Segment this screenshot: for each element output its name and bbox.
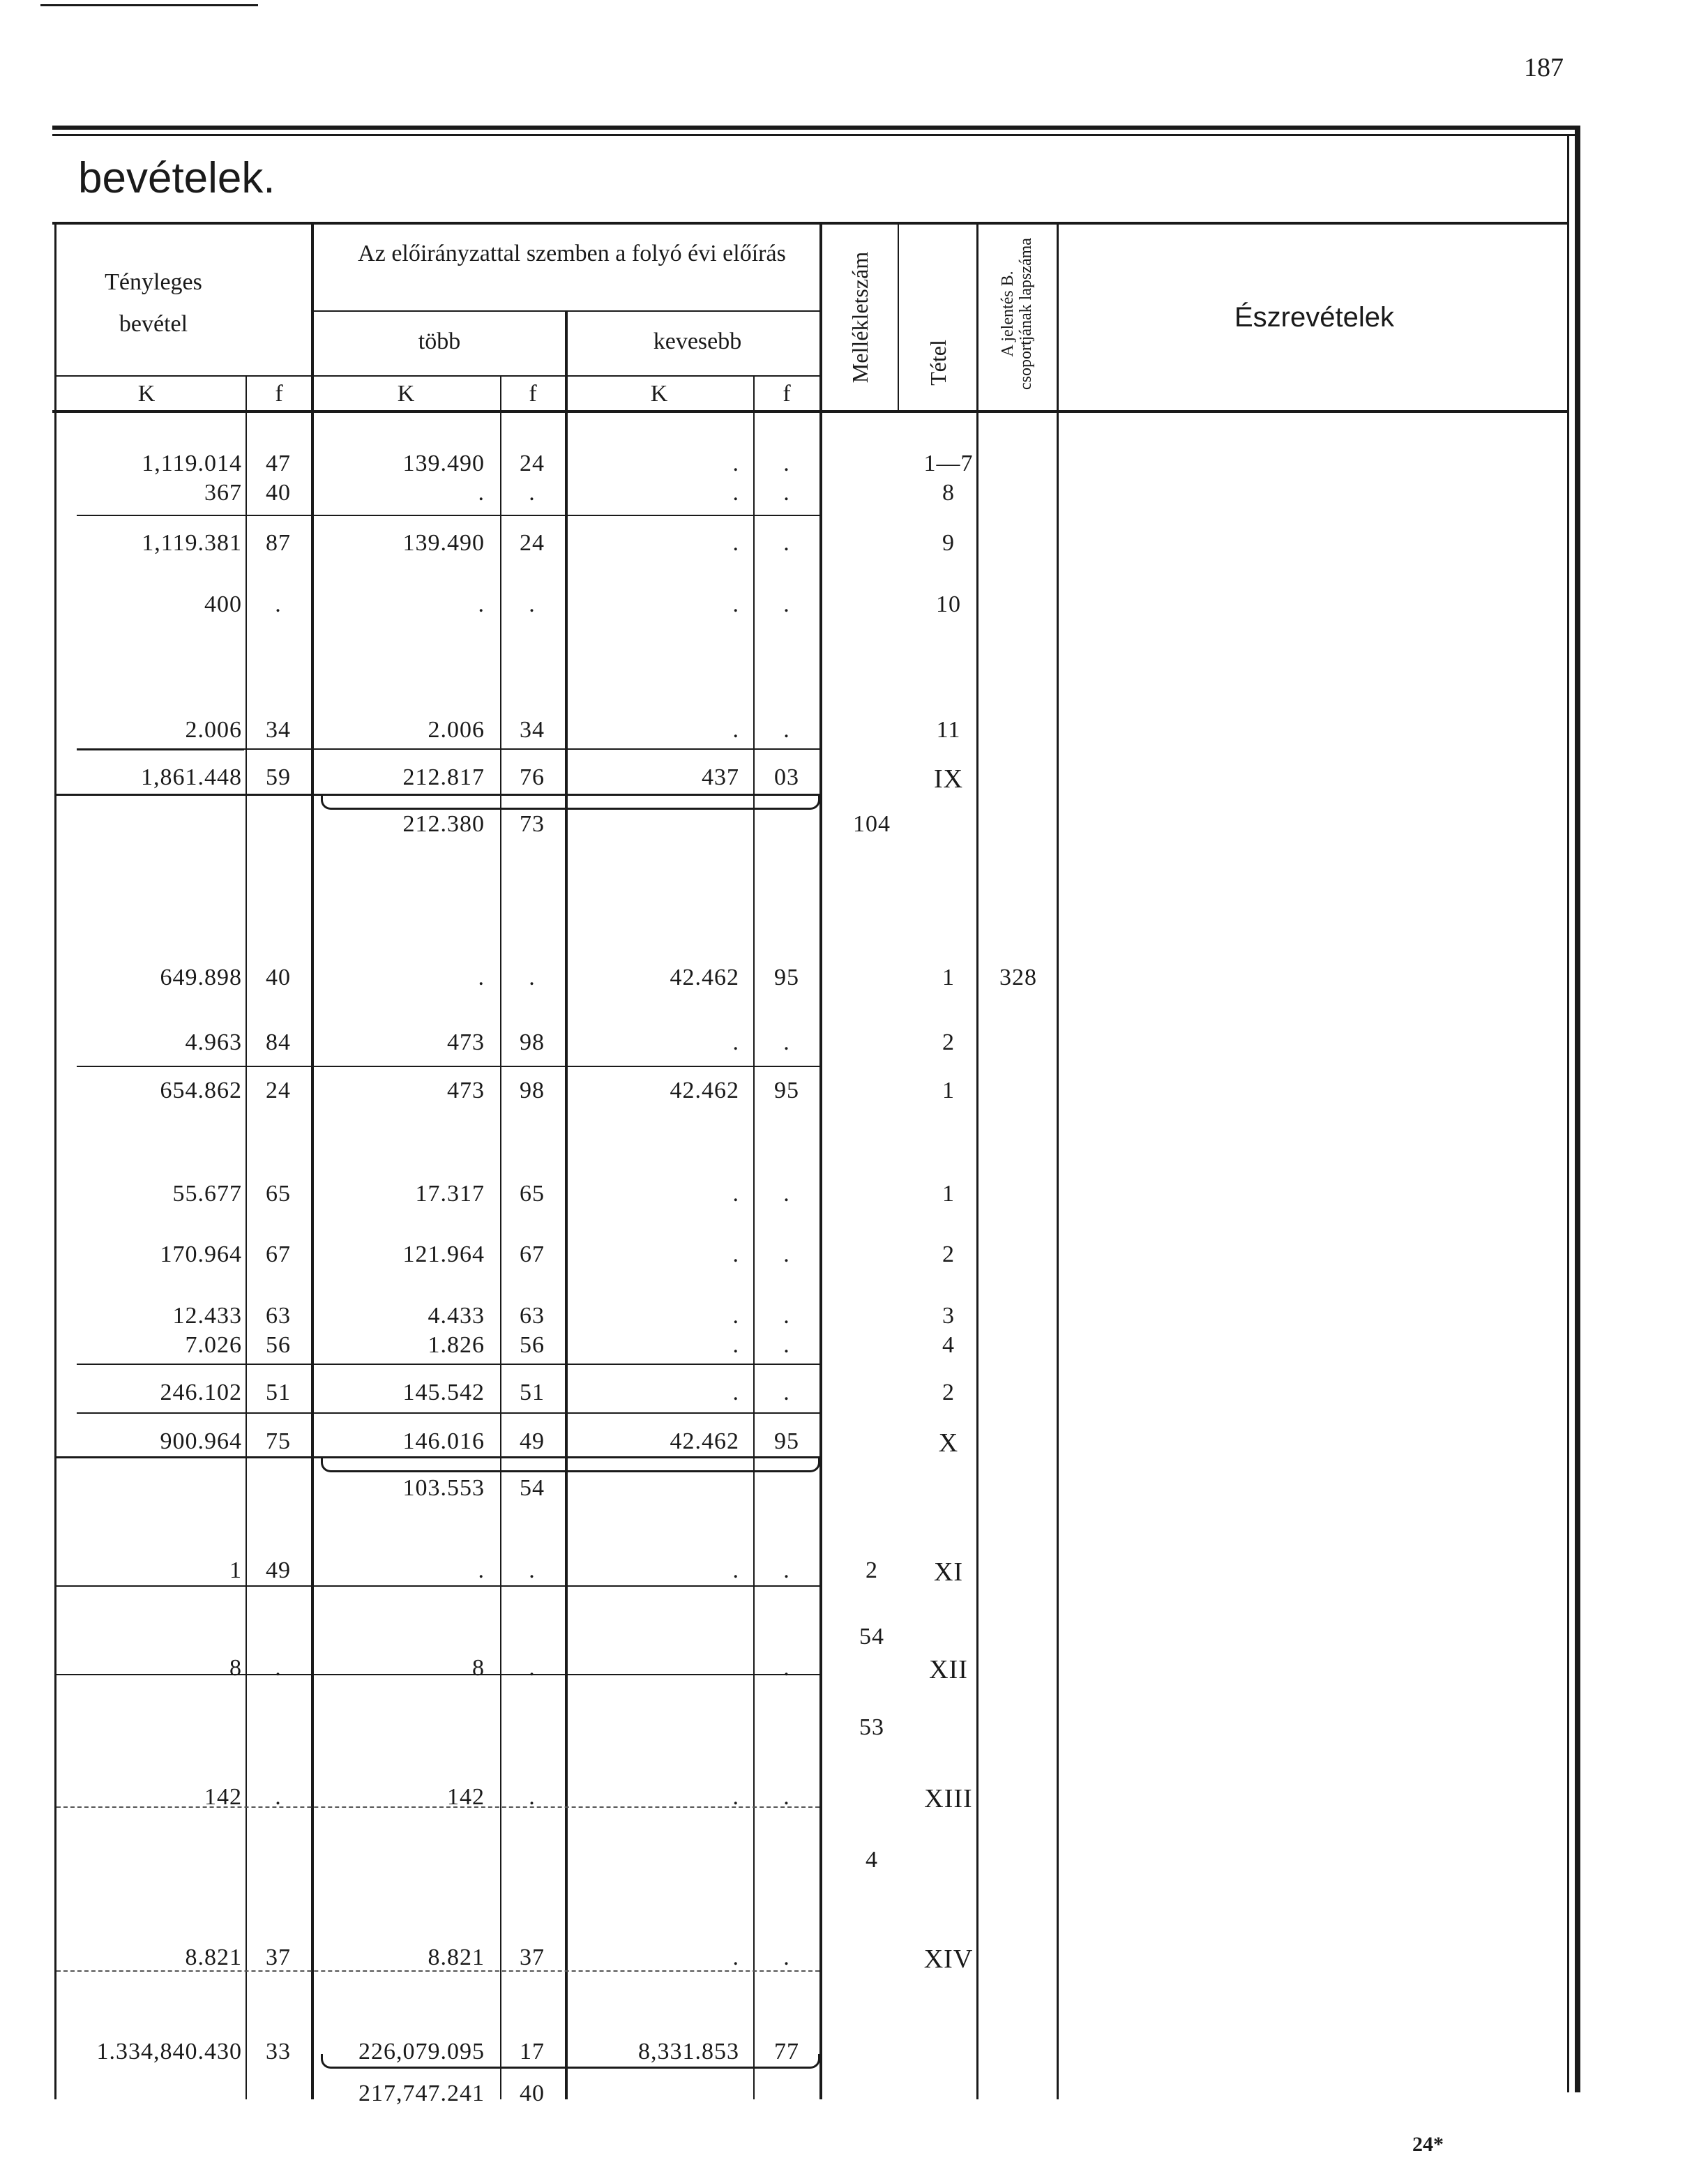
cell-tetel: 4: [942, 1332, 955, 1358]
col-line-k1-f1: [245, 377, 247, 2099]
cell-f2: 98: [520, 1029, 545, 1055]
cell-tetel: XIV: [923, 1945, 974, 1974]
header-less: kevesebb: [653, 329, 742, 354]
cell-tetel: 8: [942, 480, 955, 506]
cell-f2: 34: [520, 717, 545, 743]
cell-f3: 95: [774, 1078, 799, 1103]
cell-k1: 4.963: [185, 1029, 242, 1055]
cell-f2: .: [529, 1784, 536, 1810]
cell-f3: .: [783, 1181, 790, 1207]
cell-f3: 77: [774, 2039, 799, 2064]
cell-f3: .: [783, 451, 790, 476]
page-number: 187: [1524, 53, 1564, 82]
title-double-rule-top: [52, 126, 1580, 130]
cell-f2: 73: [520, 811, 545, 837]
cell-k1: 1.334,840.430: [96, 2039, 242, 2064]
cell-mell: 104: [853, 811, 891, 837]
cell-f3: 95: [774, 1428, 799, 1454]
cell-k2: 8.821: [428, 1945, 485, 1970]
cell-f3: .: [783, 591, 790, 617]
cell-k1: 2.006: [185, 717, 242, 743]
cell-f3: .: [783, 1332, 790, 1358]
cell-tetel: 11: [936, 717, 961, 743]
cell-f3: .: [783, 1241, 790, 1267]
header-k1: K: [137, 381, 156, 407]
cell-f3: .: [783, 1784, 790, 1810]
cell-f1: .: [275, 1784, 282, 1810]
cell-k3: 437: [702, 764, 739, 790]
cell-f2: 17: [520, 2039, 545, 2064]
top-left-short-rule: [40, 4, 258, 6]
cell-tetel: 9: [942, 530, 955, 556]
cell-f1: 49: [266, 1557, 291, 1583]
cell-mell: 53: [859, 1714, 884, 1740]
cell-tetel: 1: [942, 1181, 955, 1207]
cell-f2: 24: [520, 530, 545, 556]
cell-k2: 473: [447, 1078, 485, 1103]
cell-f2: 67: [520, 1241, 545, 1267]
cell-k1: 1: [229, 1557, 242, 1583]
cell-k1: 12.433: [172, 1303, 242, 1329]
cell-lap: 328: [999, 965, 1037, 990]
col-line-mell-tetel: [898, 223, 899, 411]
brace-x: [321, 1458, 820, 1472]
cell-k3: .: [732, 1784, 739, 1810]
cell-f3: .: [783, 480, 790, 506]
cell-f1: 47: [266, 451, 291, 476]
cell-k2: 212.817: [402, 764, 485, 790]
cell-k3: 42.462: [670, 1078, 739, 1103]
cell-f2: 98: [520, 1078, 545, 1103]
cell-f2: 37: [520, 1945, 545, 1970]
cell-f1: 75: [266, 1428, 291, 1454]
cell-k2: 2.006: [428, 717, 485, 743]
brace-ix: [321, 795, 820, 810]
cell-k2: 226,079.095: [358, 2039, 485, 2064]
cell-k1: 7.026: [185, 1332, 242, 1358]
cell-k2: 212.380: [402, 811, 485, 837]
cell-f2: 24: [520, 451, 545, 476]
header-remarks: Észrevételek: [1234, 302, 1394, 333]
cell-f3: .: [783, 1945, 790, 1970]
rule-sub-d: [77, 1412, 819, 1414]
cell-tetel: 10: [936, 591, 961, 617]
cell-f1: 51: [266, 1380, 291, 1405]
header-rule-vs-estimate: [314, 310, 819, 312]
cell-f1: 65: [266, 1181, 291, 1207]
cell-k3: .: [732, 1945, 739, 1970]
cell-f3: .: [783, 1557, 790, 1583]
cell-f2: 54: [520, 1475, 545, 1501]
cell-f2: 51: [520, 1380, 545, 1405]
cell-k3: .: [732, 1380, 739, 1405]
cell-k1: 142: [204, 1784, 242, 1810]
cell-f1: .: [275, 591, 282, 617]
cell-f2: 49: [520, 1428, 545, 1454]
cell-k3: .: [732, 480, 739, 506]
cell-mell: 54: [859, 1624, 884, 1649]
cell-f2: 65: [520, 1181, 545, 1207]
cell-k3: .: [732, 1181, 739, 1207]
cell-k3: 8,331.853: [638, 2039, 739, 2064]
cell-tetel: XIII: [924, 1784, 973, 1813]
cell-f1: 84: [266, 1029, 291, 1055]
cell-f3: .: [783, 530, 790, 556]
cell-k3: .: [732, 1241, 739, 1267]
cell-f1: 67: [266, 1241, 291, 1267]
right-thin-border: [1567, 136, 1569, 2092]
cell-k2: 217,747.241: [358, 2081, 485, 2106]
cell-f2: .: [529, 591, 536, 617]
cell-tetel: 2: [942, 1241, 955, 1267]
rule-sum-a: [77, 515, 819, 516]
cell-k3: .: [732, 530, 739, 556]
cell-k2: 17.317: [415, 1181, 485, 1207]
cell-tetel: 3: [942, 1303, 955, 1329]
cell-k3: .: [732, 591, 739, 617]
section-title: bevételek.: [78, 154, 275, 202]
cell-tetel: IX: [933, 764, 964, 794]
cell-tetel: XI: [933, 1557, 964, 1587]
right-thick-border: [1575, 126, 1580, 2092]
cell-f2: .: [529, 1655, 536, 1681]
cell-f3: 95: [774, 965, 799, 990]
cell-f2: 76: [520, 764, 545, 790]
cell-k1: 8.821: [185, 1945, 242, 1970]
cell-tetel: 1—7: [923, 451, 974, 476]
col-line-k2-f2: [500, 377, 501, 2099]
cell-k3: 42.462: [670, 965, 739, 990]
cell-tetel: 1: [942, 965, 955, 990]
cell-k3: .: [732, 451, 739, 476]
cell-f3: 03: [774, 764, 799, 790]
cell-k2: 1.826: [428, 1332, 485, 1358]
cell-k1: 1,119.381: [142, 530, 242, 556]
header-item: Tétel: [925, 340, 951, 386]
col-line-k3-f3: [753, 377, 755, 2099]
cell-k3: .: [732, 1303, 739, 1329]
header-appendix-no: Mellékletszám: [847, 251, 872, 384]
cell-f1: 40: [266, 965, 291, 990]
cell-mell: 2: [866, 1557, 878, 1583]
cell-f2: 40: [520, 2081, 545, 2106]
cell-k2: .: [478, 1557, 485, 1583]
cell-tetel: XII: [929, 1655, 968, 1684]
cell-mell: 4: [866, 1847, 878, 1873]
cell-k2: 473: [447, 1029, 485, 1055]
header-vs-estimate: Az előirányzattal szemben a folyó évi előírás: [358, 241, 786, 266]
header-rule-units: [56, 375, 819, 377]
rule-xiv: [56, 1970, 819, 1972]
header-more: több: [418, 329, 461, 354]
cell-f1: 24: [266, 1078, 291, 1103]
cell-k2: 8: [472, 1655, 485, 1681]
cell-k3: .: [732, 717, 739, 743]
cell-k3: .: [732, 1029, 739, 1055]
header-f1: f: [275, 381, 283, 407]
cell-f1: 87: [266, 530, 291, 556]
table-top-rule: [52, 222, 1567, 225]
cell-f3: .: [783, 1029, 790, 1055]
cell-f2: 56: [520, 1332, 545, 1358]
cell-k1: 1,119.014: [142, 451, 242, 476]
cell-f1: 34: [266, 717, 291, 743]
cell-k3: .: [732, 1557, 739, 1583]
cell-f1: .: [275, 1655, 282, 1681]
cell-f2: .: [529, 965, 536, 990]
cell-k1: 654.862: [160, 1078, 242, 1103]
cell-k2: 103.553: [402, 1475, 485, 1501]
col-line-lap-eszr: [1057, 223, 1059, 2099]
cell-k2: .: [478, 591, 485, 617]
cell-f1: 37: [266, 1945, 291, 1970]
cell-k2: .: [478, 480, 485, 506]
cell-tetel: 1: [942, 1078, 955, 1103]
cell-f1: 63: [266, 1303, 291, 1329]
cell-k1: 367: [204, 480, 242, 506]
cell-f1: 33: [266, 2039, 291, 2064]
cell-k2: 142: [447, 1784, 485, 1810]
cell-k3: 42.462: [670, 1428, 739, 1454]
cell-tetel: 2: [942, 1380, 955, 1405]
cell-k2: 145.542: [402, 1380, 485, 1405]
cell-tetel: 2: [942, 1029, 955, 1055]
cell-k2: 121.964: [402, 1241, 485, 1267]
cell-k2: 139.490: [402, 530, 485, 556]
cell-k1: 1,861.448: [141, 764, 242, 790]
cell-f3: .: [783, 717, 790, 743]
cell-k2: .: [478, 965, 485, 990]
header-f3: f: [783, 381, 791, 407]
cell-f3: .: [783, 1655, 790, 1681]
cell-f2: 63: [520, 1303, 545, 1329]
cell-f1: 56: [266, 1332, 291, 1358]
cell-f1: 59: [266, 764, 291, 790]
header-bottom-rule: [52, 410, 1567, 413]
cell-k1: 246.102: [160, 1380, 242, 1405]
header-actual-income: Tényleges bevétel: [105, 269, 202, 337]
header-k3: K: [650, 381, 668, 407]
rule-sub-c: [77, 1364, 819, 1365]
header-k2: K: [397, 381, 415, 407]
footer-mark: 24*: [1412, 2133, 1444, 2156]
header-f2: f: [529, 381, 537, 407]
cell-f2: .: [529, 480, 536, 506]
cell-k1: 170.964: [160, 1241, 242, 1267]
cell-k1: 900.964: [160, 1428, 242, 1454]
cell-k2: 139.490: [402, 451, 485, 476]
cell-k2: 146.016: [402, 1428, 485, 1454]
cell-k2: 4.433: [428, 1303, 485, 1329]
cell-tetel: X: [938, 1428, 959, 1458]
cell-k1: 55.677: [172, 1181, 242, 1207]
cell-f2: .: [529, 1557, 536, 1583]
cell-f1: 40: [266, 480, 291, 506]
cell-k1: 400: [204, 591, 242, 617]
cell-k1: 8: [229, 1655, 242, 1681]
cell-k1: 649.898: [160, 965, 242, 990]
cell-f3: .: [783, 1380, 790, 1405]
cell-f3: .: [783, 1303, 790, 1329]
rule-sum-k1-a: [77, 749, 244, 750]
title-double-rule-bottom: [52, 134, 1580, 136]
cell-k3: .: [732, 1332, 739, 1358]
rule-sub-b: [77, 1066, 819, 1067]
rule-xi: [56, 1585, 819, 1587]
